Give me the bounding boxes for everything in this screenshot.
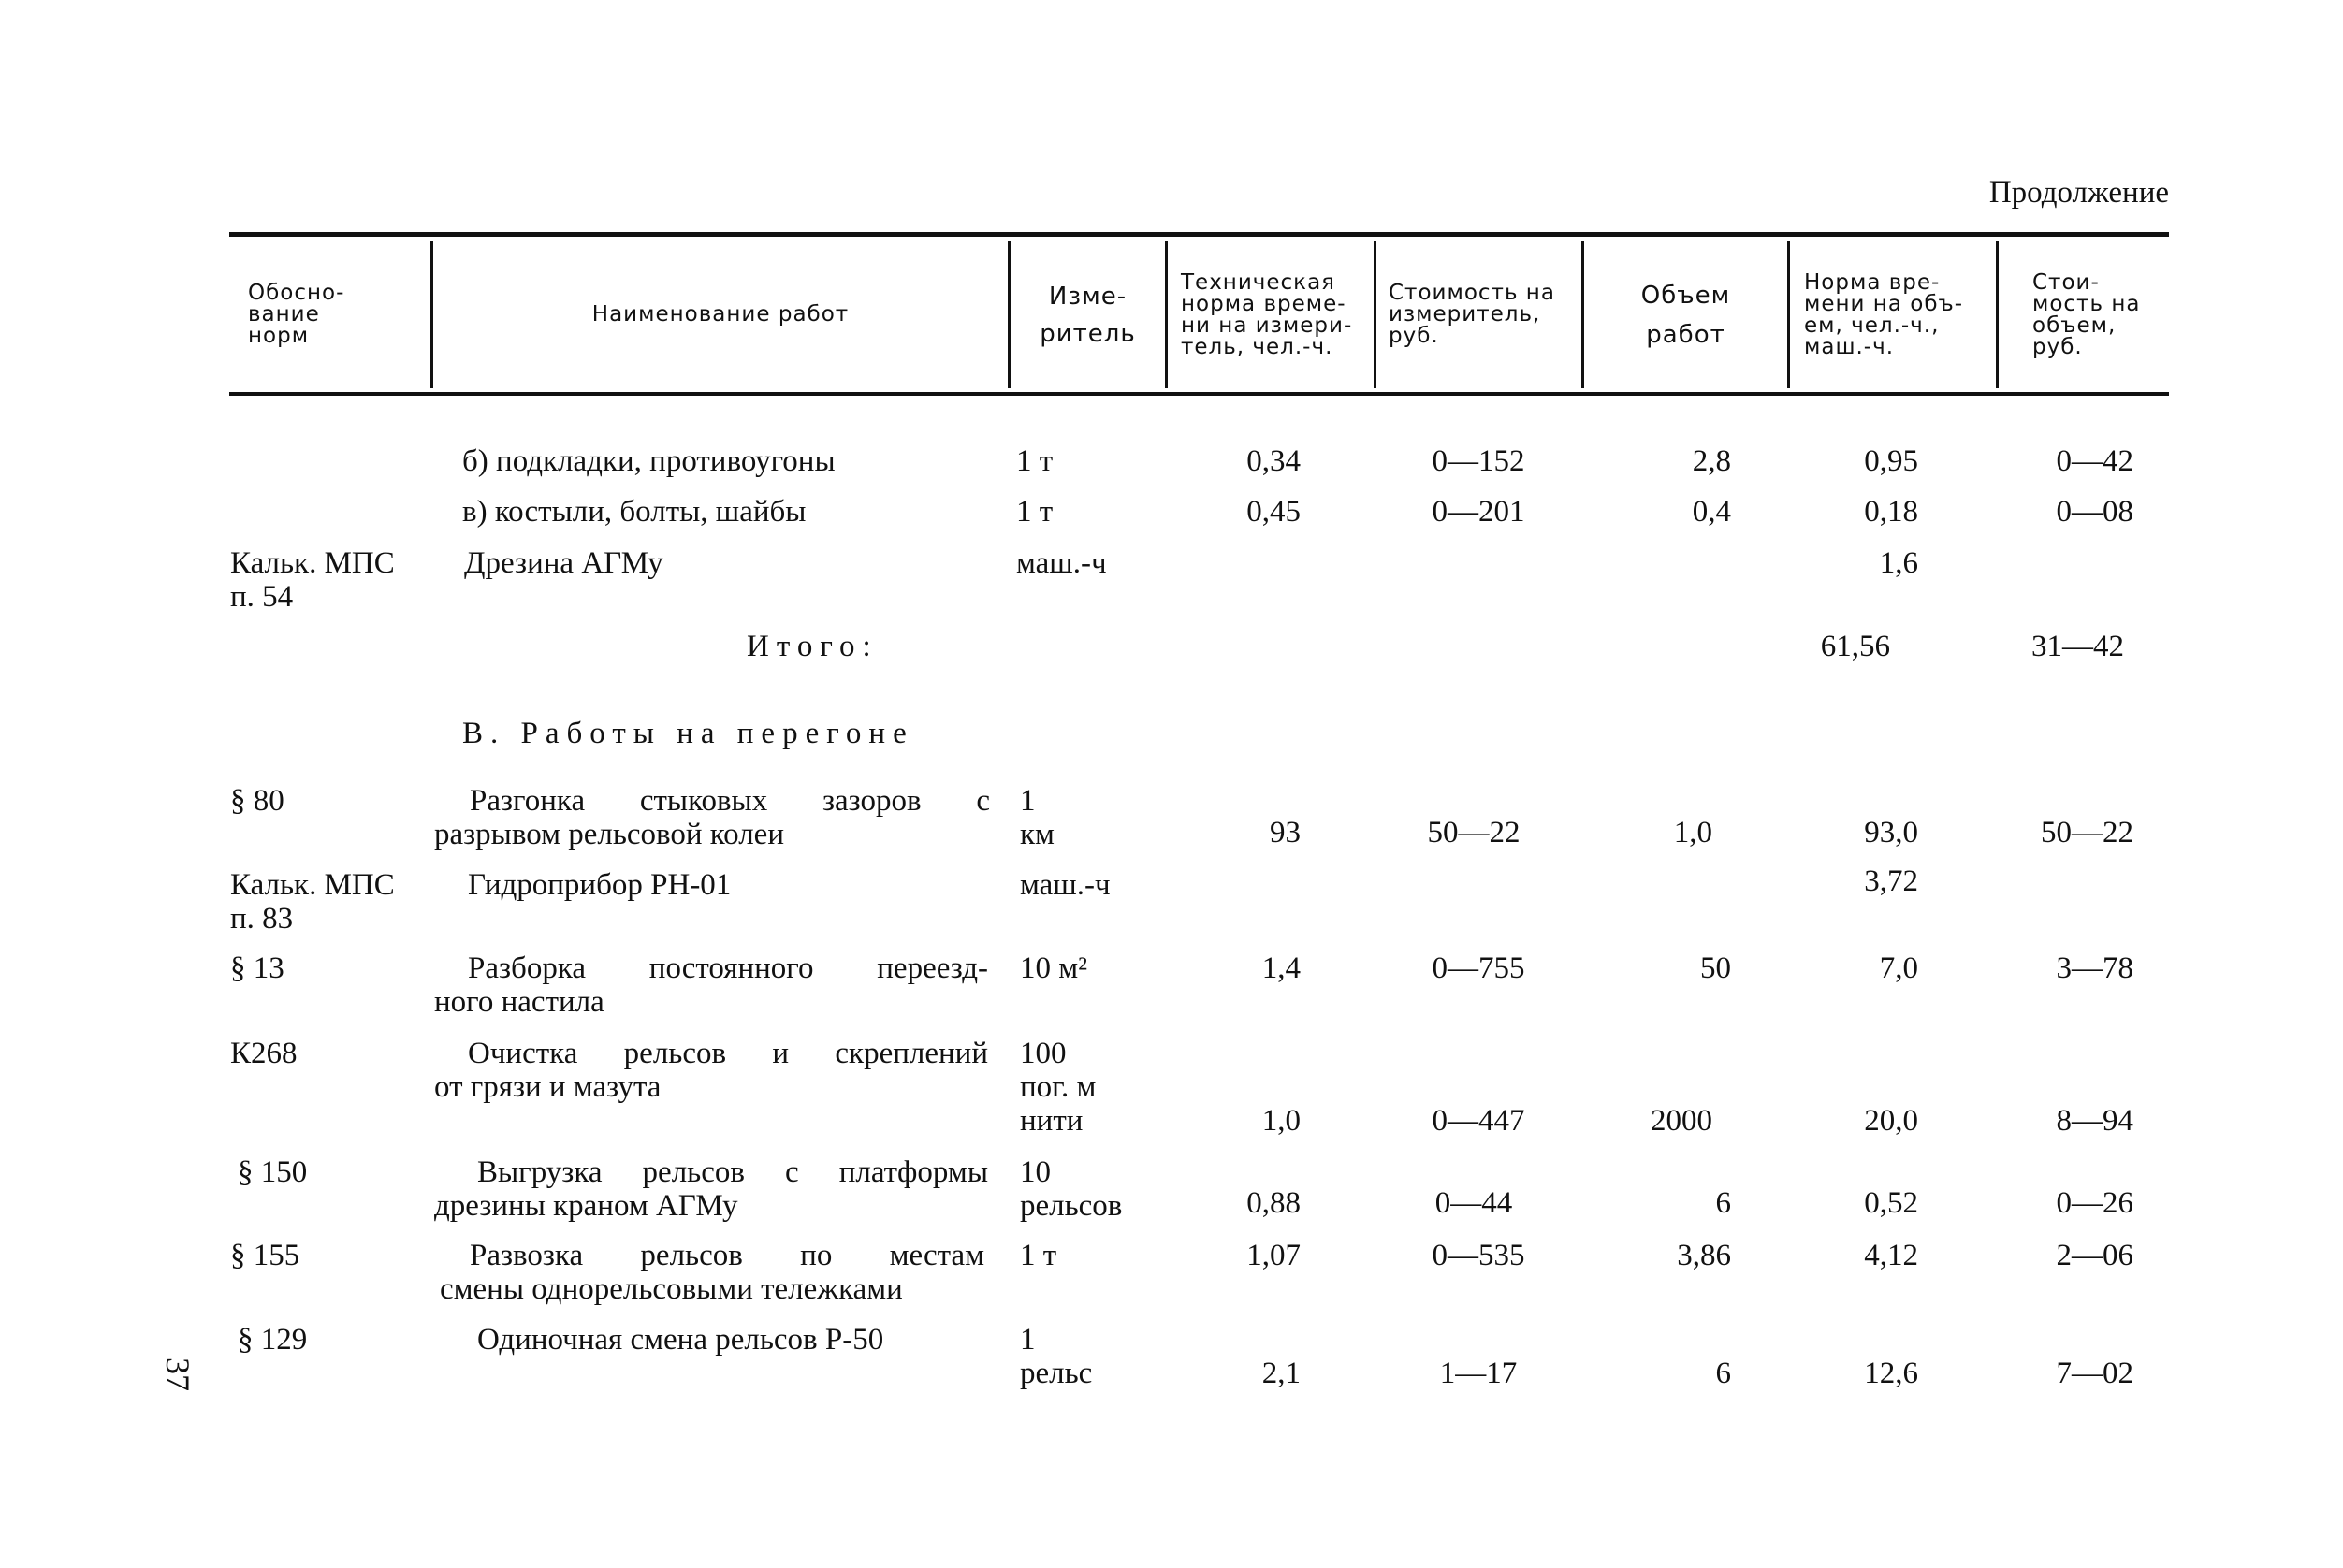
unit: 100 пог. м нити	[1020, 1037, 1097, 1138]
header-cost-volume: Стои- мость на объем, руб.	[2032, 269, 2141, 359]
basis: § 80	[230, 784, 284, 818]
tech-norm: 2,1	[1261, 1357, 1301, 1390]
time-norm: 12,6	[1864, 1357, 1918, 1390]
cost-per-unit: 0—44	[1434, 1186, 1513, 1220]
work-name-line-1: Разгонка стыковых зазоров с	[470, 784, 990, 818]
header-work-name: Наименование работ	[591, 302, 850, 327]
tech-norm: 0,88	[1246, 1186, 1301, 1220]
volume: 0,4	[1692, 495, 1731, 529]
cost-volume: 0—26	[2056, 1186, 2133, 1220]
time-norm: 0,52	[1864, 1186, 1918, 1220]
work-name-line-1: Развозка рельсов по местам	[470, 1239, 984, 1272]
work-name: Одиночная смена рельсов Р-50	[477, 1323, 884, 1357]
header-divider	[1787, 241, 1790, 388]
work-name: в) костыли, болты, шайбы	[462, 495, 807, 529]
cost-per-unit: 1—17	[1439, 1357, 1518, 1390]
work-name-line-2: разрывом рельсовой колеи	[434, 818, 784, 851]
header-divider	[1581, 241, 1584, 388]
tech-norm: 0,34	[1246, 444, 1301, 478]
cost-per-unit: 0—447	[1432, 1104, 1525, 1138]
cost-volume: 0—08	[2056, 495, 2133, 529]
header-tech-norm: Техническая норма време- ни на измери- тель, чел.-ч.	[1181, 269, 1353, 359]
unit: 1 км	[1020, 784, 1055, 851]
basis: § 13	[230, 951, 284, 985]
cost-per-unit: 0—535	[1432, 1239, 1525, 1272]
unit: маш.-ч	[1020, 868, 1111, 902]
basis: Кальк. МПС п. 83	[230, 868, 395, 936]
work-name-line-2: от грязи и мазута	[434, 1070, 662, 1104]
header-divider	[1996, 241, 1999, 388]
cost-volume: 0—42	[2056, 444, 2133, 478]
time-norm: 0,95	[1864, 444, 1918, 478]
tech-norm: 93	[1270, 816, 1301, 849]
unit: 1 т	[1016, 444, 1054, 478]
header-unit: Изме- ритель	[1040, 282, 1136, 348]
unit: 10 м²	[1020, 951, 1088, 985]
unit: 10 рельсов	[1020, 1155, 1123, 1223]
time-norm: 93,0	[1864, 816, 1918, 849]
table-header-bottom-rule	[229, 392, 2169, 396]
volume: 2000	[1651, 1104, 1712, 1138]
work-name-line-1: Очистка рельсов и скреплений	[468, 1037, 988, 1070]
basis: Кальк. МПС п. 54	[230, 546, 395, 614]
time-norm: 4,12	[1864, 1239, 1918, 1272]
header-basis: Обосно- вание норм	[248, 281, 345, 348]
time-norm: 0,18	[1864, 495, 1918, 529]
cost-per-unit: 0—755	[1432, 951, 1525, 985]
volume: 1,0	[1673, 816, 1712, 849]
time-norm: 1,6	[1879, 546, 1918, 580]
section-title: В. Работы на перегоне	[462, 717, 914, 750]
time-norm: 20,0	[1864, 1104, 1918, 1138]
basis: § 150	[238, 1155, 308, 1189]
work-name-line-2: смены однорельсовыми тележками	[440, 1272, 903, 1306]
header-volume: Объем работ	[1640, 281, 1731, 349]
cost-per-unit: 50—22	[1427, 816, 1521, 849]
cost-volume: 8—94	[2056, 1104, 2133, 1138]
unit: 1 т	[1016, 495, 1054, 529]
cost-per-unit: 0—201	[1432, 495, 1525, 529]
cost-per-unit: 0—152	[1432, 444, 1525, 478]
time-norm: 3,72	[1864, 864, 1918, 898]
cost-volume: 2—06	[2056, 1239, 2133, 1272]
basis: К268	[230, 1037, 298, 1070]
basis: § 155	[230, 1239, 300, 1272]
header-cost-per-unit: Стоимость на измеритель, руб.	[1389, 281, 1555, 348]
header-divider	[1374, 241, 1376, 388]
work-name-line-1: Выгрузка рельсов с платформы	[477, 1155, 988, 1189]
tech-norm: 1,0	[1261, 1104, 1301, 1138]
cost-volume: 3—78	[2056, 951, 2133, 985]
header-divider	[1008, 241, 1011, 388]
header-divider	[430, 241, 433, 388]
volume: 2,8	[1692, 444, 1731, 478]
time-norm: 7,0	[1879, 951, 1918, 985]
work-name: б) подкладки, противоугоны	[462, 444, 836, 478]
work-name: Дрезина АГМу	[464, 546, 663, 580]
unit: маш.-ч	[1016, 546, 1107, 580]
header-divider	[1165, 241, 1168, 388]
work-name-line-1: Разборка постоянного переезд-	[468, 951, 988, 985]
volume: 50	[1700, 951, 1731, 985]
volume: 6	[1715, 1357, 1731, 1390]
total-time-norm: 61,56	[1820, 630, 1890, 663]
page-number: 37	[159, 1357, 196, 1391]
tech-norm: 0,45	[1246, 495, 1301, 529]
total-cost-volume: 31—42	[2031, 630, 2124, 663]
cost-volume: 7—02	[2056, 1357, 2133, 1390]
table-top-rule	[229, 232, 2169, 237]
total-label: Итого:	[747, 630, 879, 663]
unit: 1 рельс	[1020, 1323, 1093, 1390]
continuation-label: Продолжение	[1988, 176, 2169, 210]
cost-volume: 50—22	[2041, 816, 2133, 849]
work-name: Гидроприбор РН-01	[468, 868, 732, 902]
volume: 6	[1715, 1186, 1731, 1220]
basis: § 129	[238, 1323, 308, 1357]
unit: 1 т	[1020, 1239, 1057, 1272]
tech-norm: 1,07	[1246, 1239, 1301, 1272]
tech-norm: 1,4	[1261, 951, 1301, 985]
work-name-line-2: ного настила	[434, 985, 604, 1019]
header-time-norm-volume: Норма вре- мени на объ- ем, чел.-ч., маш.-ч.	[1804, 269, 1964, 359]
work-name-line-2: дрезины краном АГМу	[434, 1189, 738, 1223]
volume: 3,86	[1677, 1239, 1731, 1272]
